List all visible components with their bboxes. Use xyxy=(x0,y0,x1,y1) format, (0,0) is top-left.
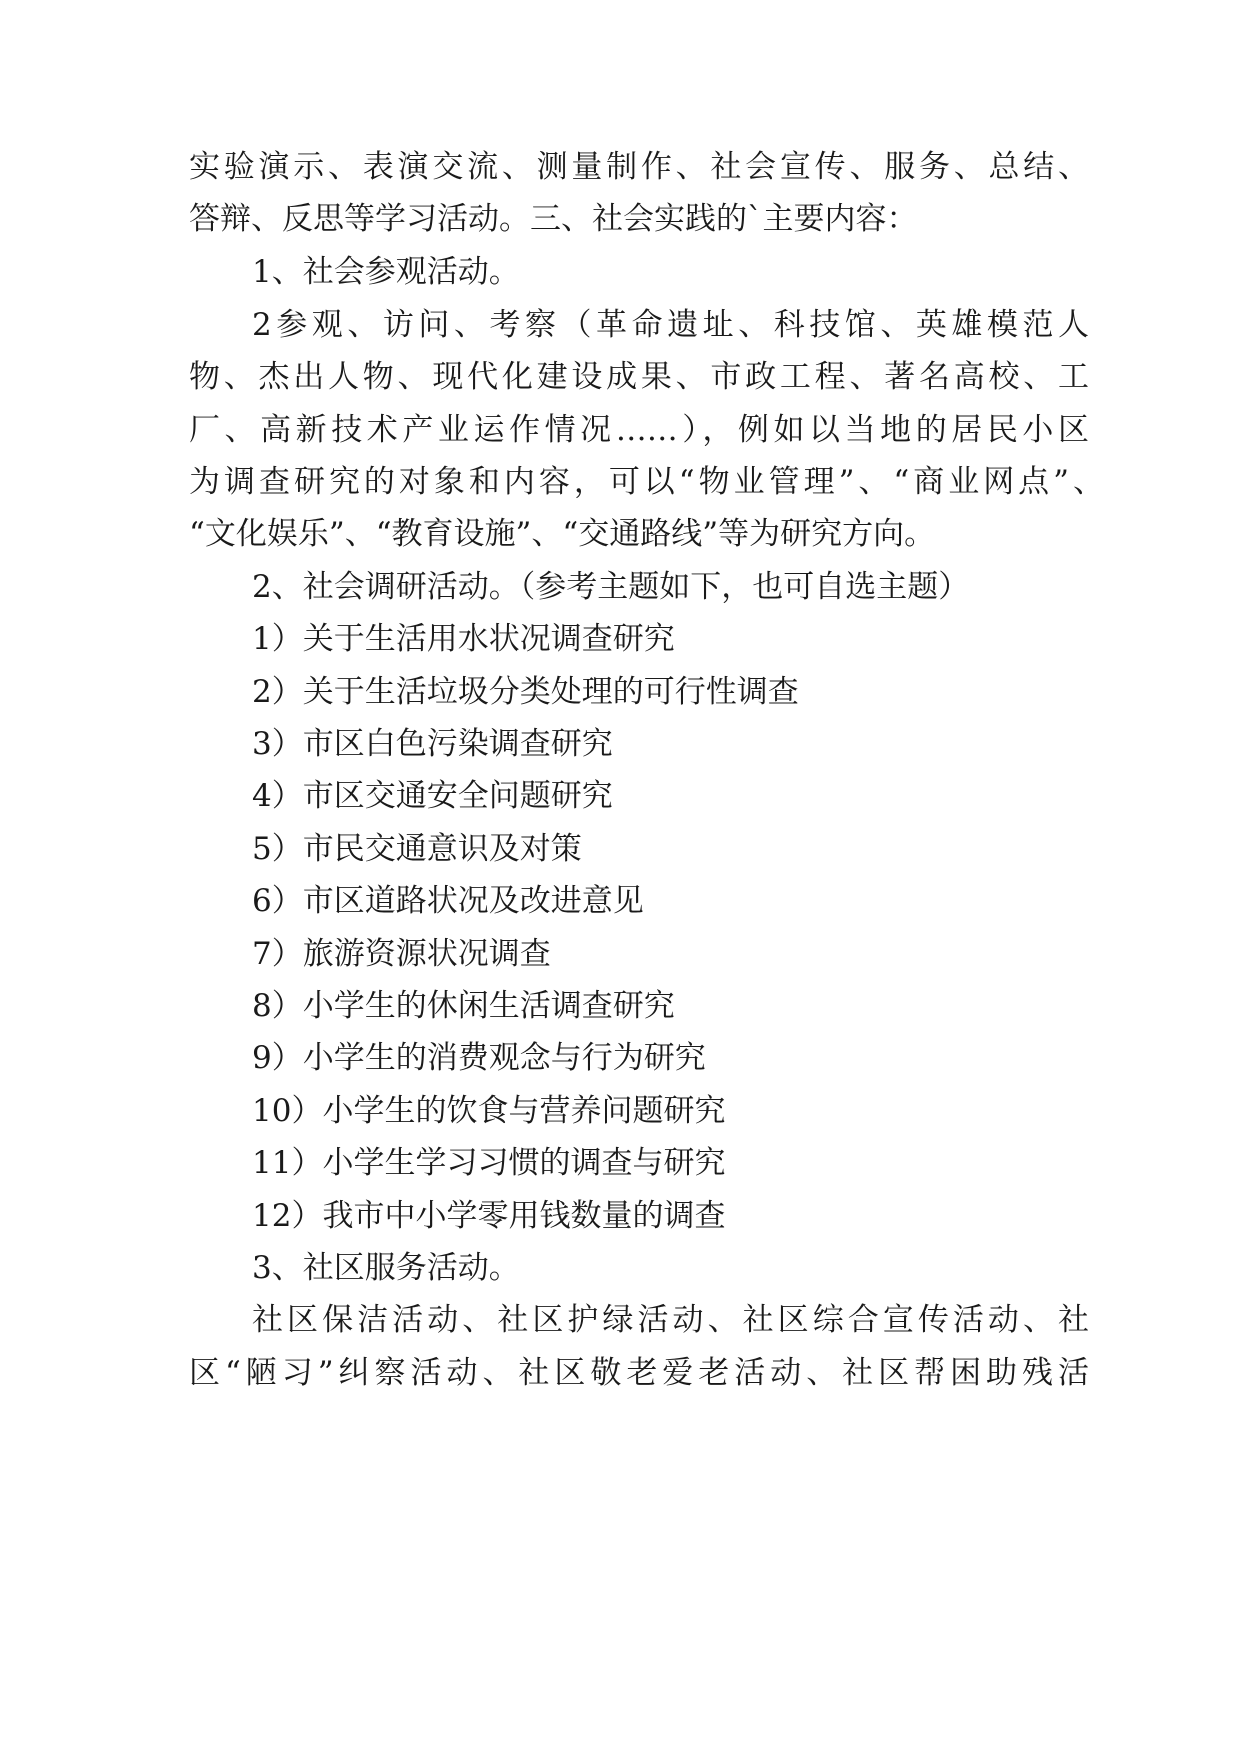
list-item: 8）小学生的休闲生活调查研究 xyxy=(252,988,675,1024)
section-heading: 2、社会调研活动。（参考主题如下，也可自选主题） xyxy=(252,569,970,605)
paragraph-line: 实验演示、表演交流、测量制作、社会宣传、服务、总结、 xyxy=(189,149,1089,185)
list-item: 10）小学生的饮食与营养问题研究 xyxy=(252,1093,726,1129)
list-item: 6）市区道路状况及改进意见 xyxy=(252,883,644,919)
list-item: 5）市民交通意识及对策 xyxy=(252,831,582,867)
paragraph-line: 为调查研究的对象和内容，可以“物业管理”、“商业网点”、 xyxy=(189,464,1104,500)
paragraph-line: 2参观、访问、考察（革命遗址、科技馆、英雄模范人 xyxy=(252,307,1089,343)
list-item: 1）关于生活用水状况调查研究 xyxy=(252,621,675,657)
list-item: 4）市区交通安全问题研究 xyxy=(252,778,613,814)
paragraph-line: 区“陋习”纠察活动、社区敬老爱老活动、社区帮困助残活 xyxy=(189,1355,1089,1391)
paragraph-line: 厂、高新技术产业运作情况……），例如以当地的居民小区 xyxy=(189,412,1089,448)
list-item: 9）小学生的消费观念与行为研究 xyxy=(252,1040,706,1076)
list-item: 7）旅游资源状况调查 xyxy=(252,936,551,972)
section-heading: 1、社会参观活动。 xyxy=(252,254,520,290)
paragraph-line: 社区保洁活动、社区护绿活动、社区综合宣传活动、社 xyxy=(252,1302,1089,1338)
list-item: 11）小学生学习习惯的调查与研究 xyxy=(252,1145,726,1181)
list-item: 2）关于生活垃圾分类处理的可行性调查 xyxy=(252,674,799,710)
list-item: 3）市区白色污染调查研究 xyxy=(252,726,613,762)
paragraph-line: 答辩、反思等学习活动。三、社会实践的`主要内容： xyxy=(189,201,918,237)
paragraph-line: 物、杰出人物、现代化建设成果、市政工程、著名高校、工 xyxy=(189,359,1089,395)
paragraph-line: “文化娱乐”、“教育设施”、“交通路线”等为研究方向。 xyxy=(189,516,936,552)
section-heading: 3、社区服务活动。 xyxy=(252,1250,520,1286)
list-item: 12）我市中小学零用钱数量的调查 xyxy=(252,1198,726,1234)
